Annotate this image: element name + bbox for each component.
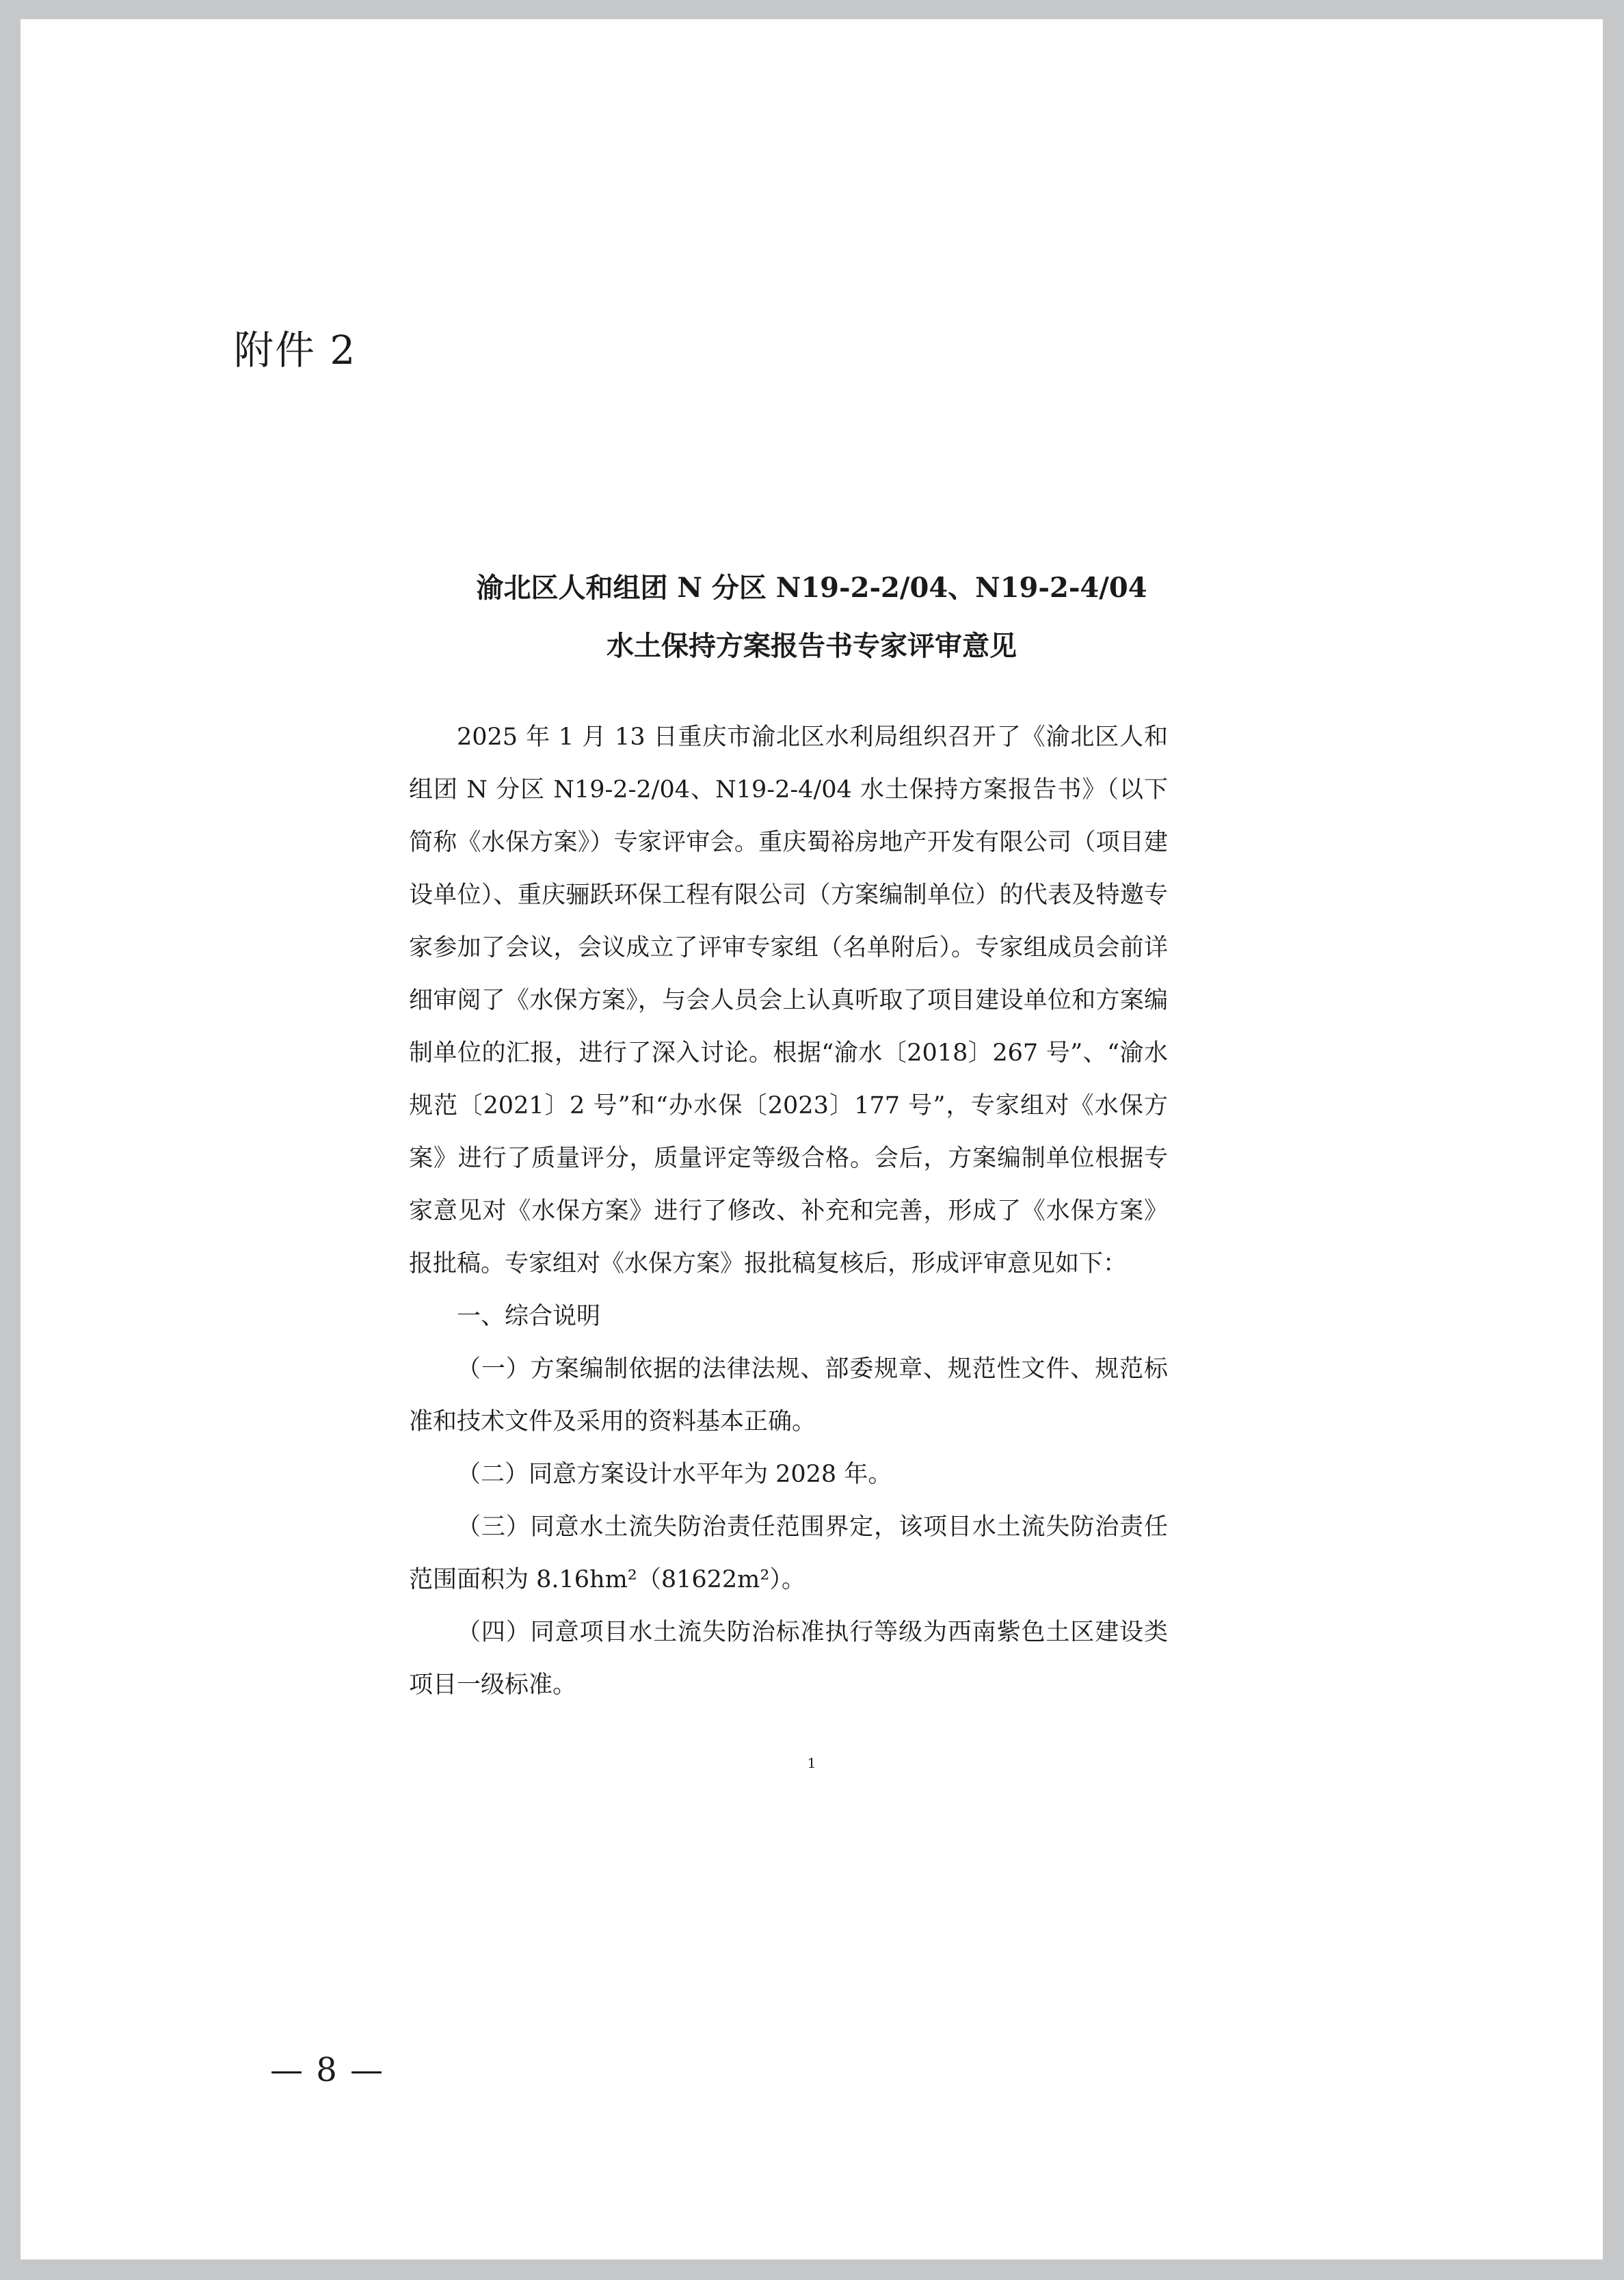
paragraph-item-2: （二）同意方案设计水平年为 2028 年。: [457, 1461, 892, 1488]
document-title-line-2: 水土保持方案报告书专家评审意见: [607, 630, 1017, 662]
page-number: — 8 —: [270, 2051, 385, 2089]
inner-page-number: 1: [807, 1755, 816, 1771]
document-title-line-1: 渝北区人和组团 N 分区 N19-2-2/04、N19-2-4/04: [476, 572, 1147, 604]
paragraph-item-3: （三）同意水土流失防治责任范围界定，该项目水土流失防治责任范围面积为 8.16hm²（81622m²）。: [409, 1513, 1168, 1593]
paragraph-item-1: （一）方案编制依据的法律法规、部委规章、规范性文件、规范标准和技术文件及采用的资料基本正确。: [409, 1355, 1168, 1435]
attachment-label: 附件 2: [234, 327, 357, 373]
section-heading: 一、综合说明: [457, 1303, 601, 1330]
paragraph-item-4: （四）同意项目水土流失防治标准执行等级为西南紫色土区建设类项目一级标准。: [409, 1619, 1168, 1699]
document-page: [21, 19, 1603, 2259]
document-body: [409, 711, 1168, 1712]
paragraph-intro: 2025 年 1 月 13 日重庆市渝北区水利局组织召开了《渝北区人和组团 N 分区 N19-2-2/04、N19-2-4/04 水土保持方案报告书》（以下简称《水保方案》）专家评审会。重庆蜀裕房地产开发有限公司（项目建设单位）、重庆骊跃环保工程有限公司（方案编制单位）的代表及特邀专家参加了会议，会议成立了评审专家组（名单附后）。专家组成员会前详细审阅了《水保方案》，与会人员会上认真听取了项目建设单位和方案编制单位的汇报，进行了深入讨论。根据“渝水〔2018〕267 号”、“渝水规范〔2021〕2 号”和“办水保〔2023〕177 号”，专家组对《水保方案》进行了质量评分，质量评定等级合格。会后，方案编制单位根据专家意见对《水保方案》进行了修改、补充和完善，形成了《水保方案》报批稿。专家组对《水保方案》报批稿复核后，形成评审意见如下：: [409, 724, 1168, 1277]
